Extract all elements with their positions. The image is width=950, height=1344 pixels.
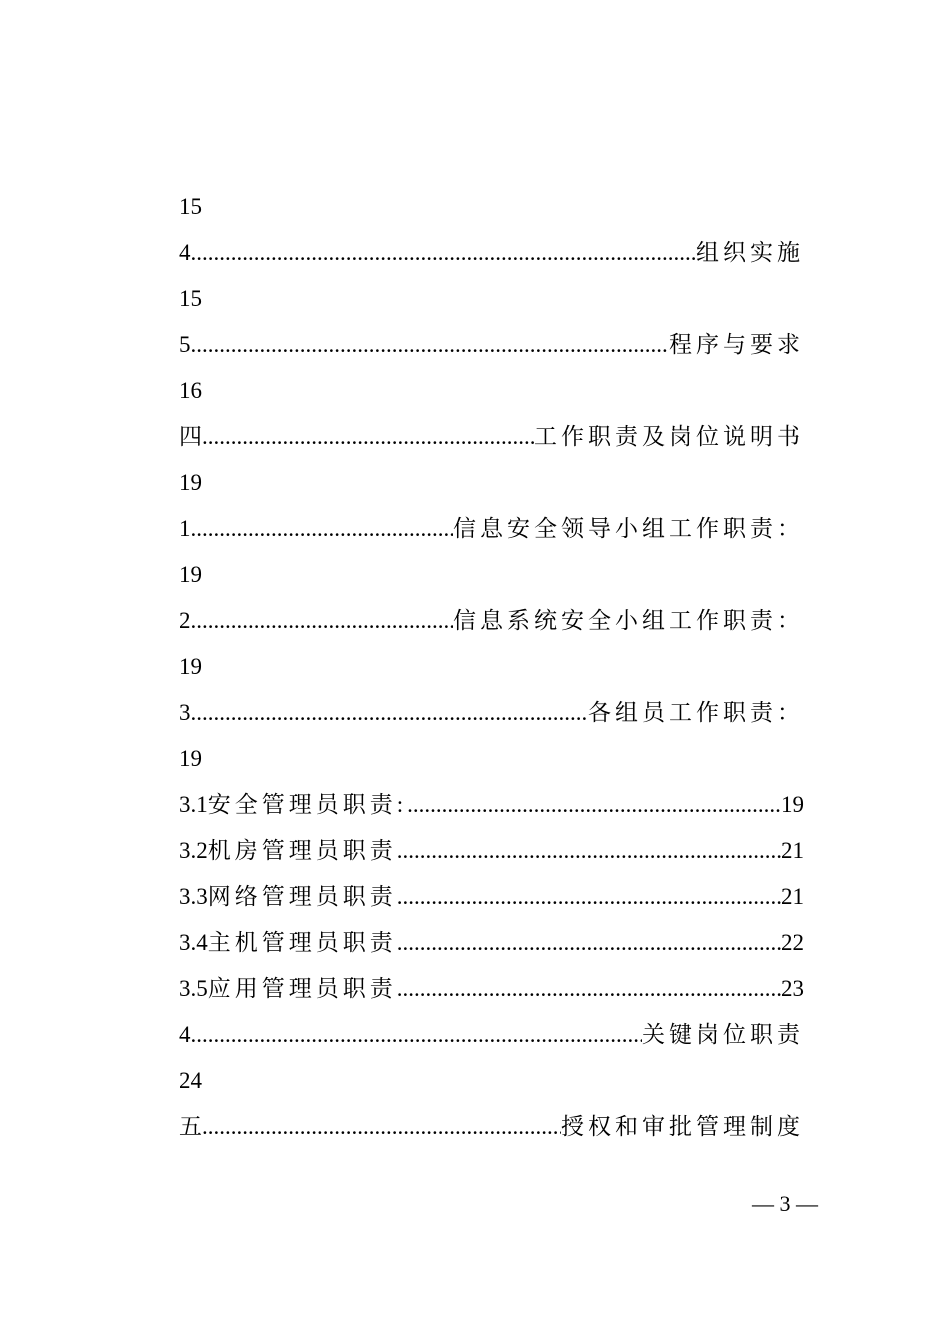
toc-entry-title: 信息安全领导小组工作职责： — [453, 516, 804, 541]
toc-subentry-title — [179, 782, 407, 828]
page-footer-number: — 3 — — [752, 1191, 818, 1216]
toc-subentry-text: 主机管理员职责 — [207, 930, 397, 955]
toc-leader-dots — [202, 414, 534, 460]
toc-page-number-text: 19 — [179, 562, 202, 587]
toc-subentry[interactable] — [179, 782, 804, 828]
toc-entry-number: 3. — [179, 700, 197, 725]
toc-subentry-page: 19 — [781, 792, 804, 817]
toc-subentry-number: 3.1 — [179, 792, 208, 817]
toc-subentry-number: 3.5 — [179, 976, 208, 1001]
toc-entry-title: 授权和审批管理制度 — [561, 1114, 804, 1139]
toc-entry-title: 关键岗位职责 — [642, 1022, 804, 1047]
toc-subentry-page: 23 — [781, 976, 804, 1001]
toc-entry[interactable] — [179, 506, 804, 552]
toc-entry[interactable] — [179, 598, 804, 644]
toc-page-number — [179, 736, 804, 782]
toc-subentry-number: 3.4 — [179, 930, 208, 955]
toc-subentry-page: 21 — [781, 884, 804, 909]
toc-leader-dots — [202, 1104, 561, 1150]
table-of-contents — [179, 184, 804, 1150]
toc-entry[interactable] — [179, 322, 804, 368]
toc-leader-dots — [196, 230, 696, 276]
toc-page-number-text: 15 — [179, 286, 202, 311]
toc-entry[interactable] — [179, 414, 804, 460]
toc-entry[interactable] — [179, 230, 804, 276]
toc-subentry-title — [179, 828, 397, 874]
toc-subentry-number: 3.2 — [179, 838, 208, 863]
toc-entry-number: 四 — [179, 424, 202, 449]
toc-entry-number: 五 — [179, 1114, 202, 1139]
toc-page-number — [179, 552, 804, 598]
toc-subentry[interactable] — [179, 920, 804, 966]
toc-subentry-text: 应用管理员职责 — [207, 976, 397, 1001]
toc-leader-dots — [196, 322, 669, 368]
toc-subentry-title — [179, 874, 397, 920]
toc-subentry-page: 21 — [781, 838, 804, 863]
toc-page-number — [179, 276, 804, 322]
toc-subentry[interactable] — [179, 966, 804, 1012]
toc-page-number-text: 19 — [179, 654, 202, 679]
toc-entry-number: 5. — [179, 332, 197, 357]
toc-leader-dots — [196, 506, 453, 552]
toc-entry-number: 2. — [179, 608, 197, 633]
toc-page-number-text: 19 — [179, 470, 202, 495]
toc-subentry[interactable] — [179, 874, 804, 920]
toc-page-number-text: 24 — [179, 1068, 202, 1093]
toc-page-number — [179, 644, 804, 690]
toc-leader-dots — [397, 828, 781, 874]
toc-subentry-text: 网络管理员职责 — [207, 884, 397, 909]
toc-entry-title: 信息系统安全小组工作职责： — [453, 608, 804, 633]
toc-subentry-number: 3.3 — [179, 884, 208, 909]
toc-page-number — [179, 184, 804, 230]
toc-entry-number: 4. — [179, 1022, 197, 1047]
toc-subentry-text: 机房管理员职责 — [207, 838, 397, 863]
toc-leader-dots — [196, 690, 588, 736]
toc-leader-dots — [397, 920, 781, 966]
toc-entry-number: 1. — [179, 516, 197, 541]
toc-entry[interactable] — [179, 690, 804, 736]
toc-entry-title: 工作职责及岗位说明书 — [534, 424, 804, 449]
toc-entry-number: 4. — [179, 240, 197, 265]
toc-page-number-text: 19 — [179, 746, 202, 771]
toc-subentry-page: 22 — [781, 930, 804, 955]
toc-leader-dots — [196, 1012, 642, 1058]
toc-entry[interactable] — [179, 1012, 804, 1058]
toc-page-number — [179, 1058, 804, 1104]
toc-page-number — [179, 460, 804, 506]
toc-subentry[interactable] — [179, 828, 804, 874]
toc-subentry-title — [179, 920, 397, 966]
toc-entry-title: 各组员工作职责： — [588, 700, 804, 725]
toc-entry[interactable] — [179, 1104, 804, 1150]
toc-page-number — [179, 368, 804, 414]
toc-page-number-text: 15 — [179, 194, 202, 219]
toc-leader-dots — [397, 874, 781, 920]
toc-leader-dots — [196, 598, 453, 644]
toc-leader-dots — [397, 966, 781, 1012]
toc-entry-title: 组织实施 — [696, 240, 804, 265]
toc-subentry-text: 安全管理员职责: — [207, 792, 408, 817]
toc-page-number-text: 16 — [179, 378, 202, 403]
toc-entry-title: 程序与要求 — [669, 332, 804, 357]
toc-subentry-title — [179, 966, 397, 1012]
toc-leader-dots — [407, 782, 781, 828]
